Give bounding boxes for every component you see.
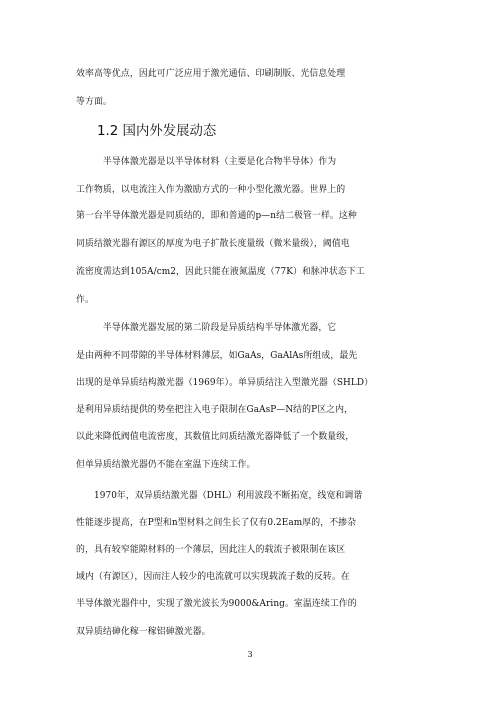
paragraph1-line-2: 工作物质，以电流注入作为激励方式的一种小型化激光器。世界上的 [76,185,346,195]
paragraph2-line-1: 半导体激光器发展的第二阶段是异质结构半导体激光器，它 [76,323,337,333]
paragraph1-line-6: 作。 [76,295,94,305]
paragraph3-line-2: 性能逐步提高，在P型和n型材料之间生长了仅有0.2Eam厚的，不掺杂 [76,518,357,528]
paragraph1-line-4: 同质结激光器有源区的厚度为电子扩散长度量级（微米量级），阈值电 [76,239,350,249]
paragraph3-line-5: 半导体激光器件中，实现了激光波长为9000&Aring。室温连续工作的 [76,599,357,609]
paragraph2-line-3: 出现的是单异质结构激光器（1969年）。单异质结注入型激光器（SHLD） [76,378,374,388]
paragraph2-line-2: 是由两种不同带隙的半导体材料薄层，如GaAs，GaAlAs所组成，最先 [76,351,358,361]
paragraph2-line-5: 以此来降低阀值电流密度，其数值比同质结激光器降低了一个数量级， [76,432,355,442]
paragraph3-line-1: 1970年，双异质结激光器（DHL）利用波段不断拓宽，线宽和调谐 [76,491,363,501]
paragraph1-line-5: 流密度需达到105A/cm2，因此只能在液氮温度（77K）和脉冲状态下工 [76,267,365,277]
intro-line-2: 等方面。 [76,97,112,107]
page-number: 3 [247,650,253,659]
paragraph2-line-6: 但单异质结激光器仍不能在室温下连续工作。 [76,460,256,470]
paragraph1-line-1: 半导体激光器是以半导体材料（主要是化合物半导体）作为 [76,157,337,167]
intro-line-1: 效率高等优点，因此可广泛应用于激光通信、印刷制版、光信息处理 [76,69,346,79]
paragraph3-line-6: 双异质结砷化稼一稼铝砷激光器。 [76,627,211,637]
paragraph3-line-3: 的，具有较窄能隙材料的一个薄层，因此注人的载流子被限制在该区 [76,545,346,555]
paragraph3-line-4: 域内（有源区），因而注人较少的电流就可以实现载流子数的反转。在 [76,572,350,582]
paragraph2-line-4: 是利用异质结提供的势垒把注入电子限制在GaAsP—N结的P区之内， [76,405,354,415]
paragraph1-line-3: 第一台半导体激光器是同质结的，即和普通的p—n结二极管一样。这种 [76,211,357,221]
section-heading: 1.2 国内外发展动态 [97,124,217,139]
